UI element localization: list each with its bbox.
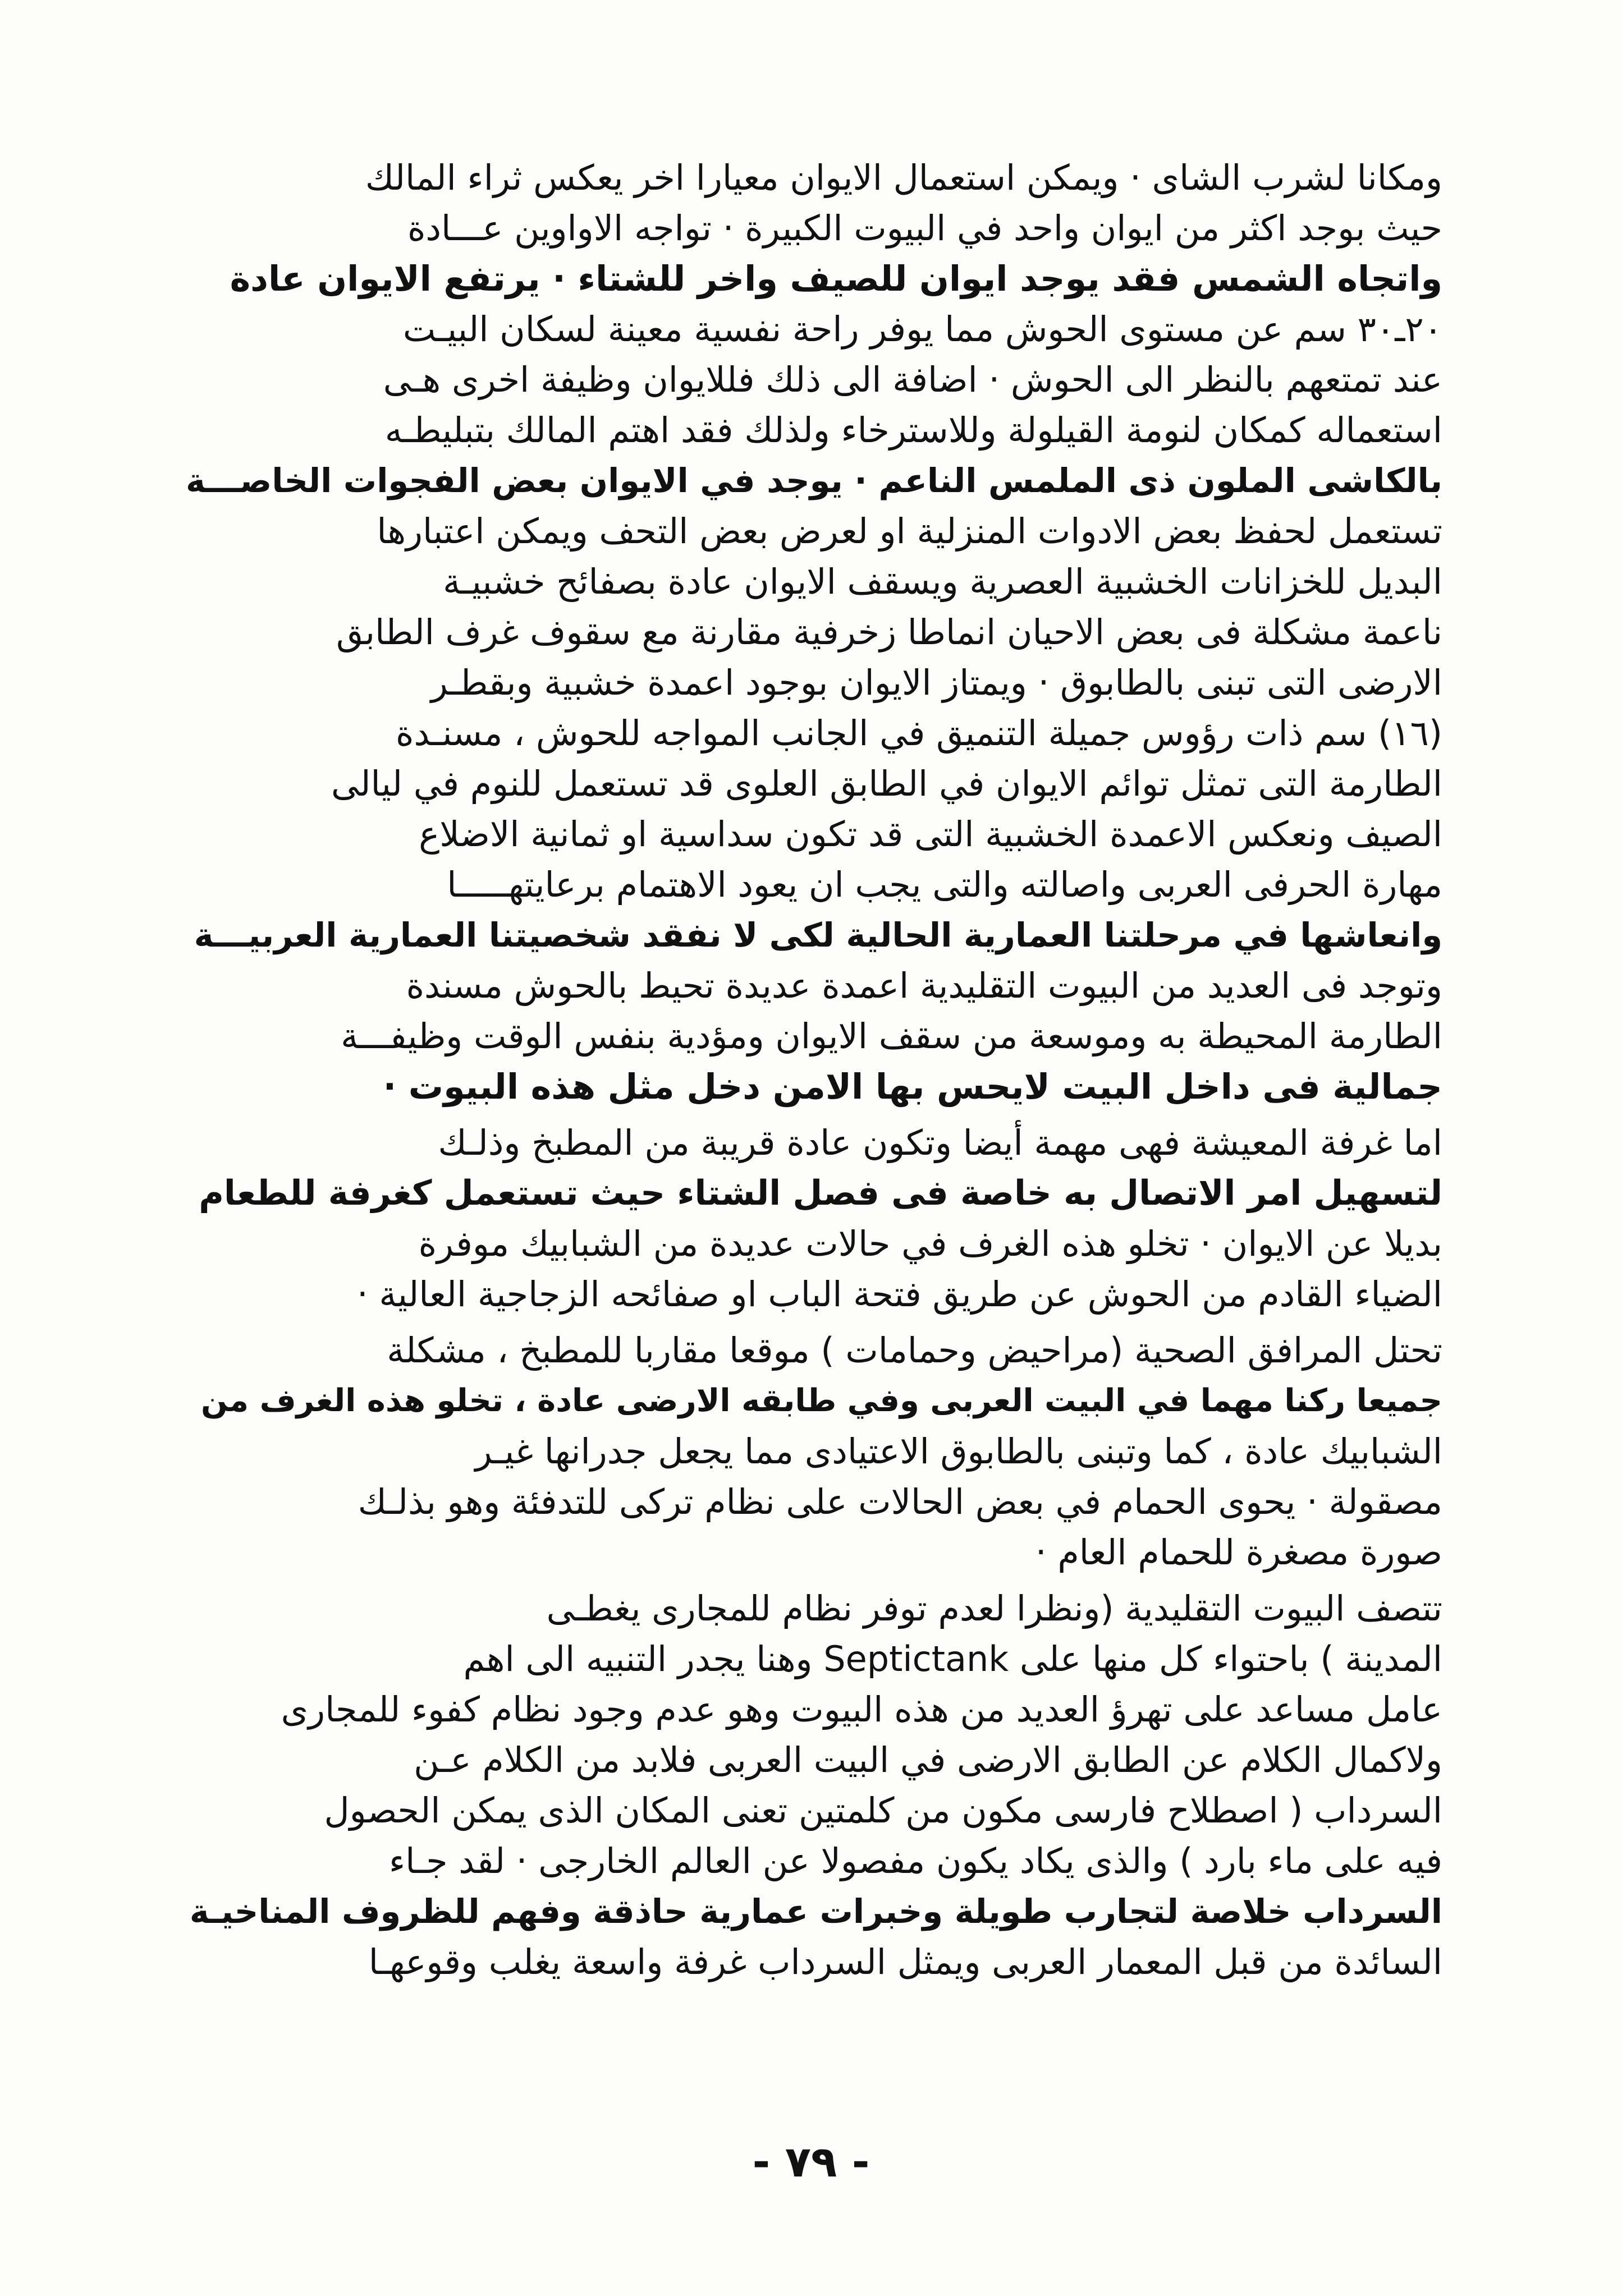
text-line: صورة مصغرة للحمام العام · xyxy=(1035,1532,1442,1573)
text-line: ٢٠ـ٣٠ سم عن مستوى الحوش مما يوفر راحة نفسية معينة لسكان البيـت xyxy=(402,309,1442,350)
text-line: السائدة من قبل المعمار العربى ويمثل السرداب غرفة واسعة يغلب وقوعهـا xyxy=(368,1941,1442,1982)
text-line: عند تمتعهم بالنظر الى الحوش · اضافة الى ذلك فللايوان وظيفة اخرى هـى xyxy=(383,359,1442,400)
text-line: الطارمة التى تمثل توائم الايوان في الطابق العلوى قد تستعمل للنوم في ليالى xyxy=(331,763,1442,804)
text-line: الارضى التى تبنى بالطابوق · ويمتاز الايوان بوجود اعمدة خشبية وبقطـر xyxy=(430,662,1442,703)
text-line: لتسهيل امر الاتصال به خاصة فى فصل الشتاء حيث تستعمل كغرفة للطعام xyxy=(199,1173,1442,1213)
text-line: الطارمة المحيطة به وموسعة من سقف الايوان ومؤدية بنفس الوقت وظيفـــة xyxy=(341,1016,1442,1057)
paragraph-gap xyxy=(180,1320,1442,1325)
text-line: اما غرفة المعيشة فهى مهمة أيضا وتكون عادة قريبة من المطبخ وذلـك xyxy=(438,1122,1442,1163)
page-number: - ٧٩ - xyxy=(752,2137,870,2187)
text-line: الشبابيك عادة ، كما وتبنى بالطابوق الاعتيادى مما يجعل جدرانها غيـر xyxy=(475,1431,1442,1472)
text-line: تحتل المرافق الصحية (مراحيض وحمامات ) موقعا مقاربا للمطبخ ، مشكلة xyxy=(387,1330,1442,1371)
text-line: حيث بوجد اكثر من ايوان واحد في البيوت الكبيرة · تواجه الاواوين عـــادة xyxy=(407,208,1442,249)
text-line: ناعمة مشكلة فى بعض الاحيان انماطا زخرفية مقارنة مع سقوف غرف الطابق xyxy=(336,612,1442,653)
text-line: فيه على ماء بارد ) والذى يكاد يكون مفصولا عن العالم الخارجى · لقد جـاء xyxy=(388,1840,1442,1881)
text-line: استعماله كمكان لنومة القيلولة وللاسترخاء ولذلك فقد اهتم المالك بتبليطـه xyxy=(384,410,1442,451)
text-line: السرداب خلاصة لتجارب طويلة وخبرات عمارية حاذقة وفهم للظروف المناخيـة xyxy=(189,1892,1442,1931)
text-line: تتصف البيوت التقليدية (ونظرا لعدم توفر نظام للمجارى يغطـى xyxy=(546,1588,1442,1629)
text-line: وتوجد فى العديد من البيوت التقليدية اعمدة عديدة تحيط بالحوش مسندة xyxy=(406,965,1442,1006)
text-line: المدينة ) باحتواء كل منها على Septictank وهنا يجدر التنبيه الى اهم xyxy=(463,1638,1442,1679)
paragraph-gap xyxy=(180,1578,1442,1583)
paragraph-gap xyxy=(180,1112,1442,1118)
text-line: السرداب ( اصطلاح فارسى مكون من كلمتين تعنى المكان الذى يمكن الحصول xyxy=(324,1790,1442,1831)
text-line: بالكاشى الملون ذى الملمس الناعم · يوجد في الايوان بعض الفجوات الخاصـــة xyxy=(186,461,1442,500)
text-line: بديلا عن الايوان · تخلو هذه الغرف في حالات عديدة من الشبابيك موفرة xyxy=(418,1223,1442,1264)
text-line: واتجاه الشمس فقد يوجد ايوان للصيف واخر للشتاء · يرتفع الايوان عادة xyxy=(230,258,1442,299)
text-line: (١٦) سم ذات رؤوس جميلة التنميق في الجانب المواجه للحوش ، مسنـدة xyxy=(396,713,1442,754)
text-line: جميعا ركنا مهما في البيت العربى وفي طابقه الارضى عادة ، تخلو هذه الغرف من xyxy=(201,1383,1442,1419)
body-text xyxy=(180,153,1442,1987)
text-line: مهارة الحرفى العربى واصالته والتى يجب ان يعود الاهتمام برعايتهـــــا xyxy=(447,864,1442,905)
text-line: وانعاشها في مرحلتنا العمارية الحالية لكى لا نفقد شخصيتنا العمارية العربيـــة xyxy=(194,916,1442,954)
text-line: الصيف ونعكس الاعمدة الخشبية التى قد تكون سداسية او ثمانية الاضلاع xyxy=(419,814,1442,855)
text-line: ولاكمال الكلام عن الطابق الارضى في البيت العربى فلابد من الكلام عـن xyxy=(414,1739,1442,1780)
text-line: ومكانا لشرب الشاى · ويمكن استعمال الايوان معيارا اخر يعكس ثراء المالك xyxy=(365,157,1442,198)
text-line: جمالية فى داخل البيت لايحس بها الامن دخل مثل هذه البيوت · xyxy=(383,1066,1442,1107)
text-line: الضياء القادم من الحوش عن طريق فتحة الباب او صفائحه الزجاجية العالية · xyxy=(356,1274,1442,1315)
text-line: تستعمل لحفظ بعض الادوات المنزلية او لعرض بعض التحف ويمكن اعتبارها xyxy=(377,511,1442,552)
text-line: مصقولة · يحوى الحمام في بعض الحالات على نظام تركى للتدفئة وهو بذلـك xyxy=(358,1481,1442,1522)
text-line: عامل مساعد على تهرؤ العديد من هذه البيوت وهو عدم وجود نظام كفوء للمجارى xyxy=(281,1689,1442,1730)
text-line: البديل للخزانات الخشبية العصرية ويسقف الايوان عادة بصفائح خشبيـة xyxy=(443,561,1442,602)
